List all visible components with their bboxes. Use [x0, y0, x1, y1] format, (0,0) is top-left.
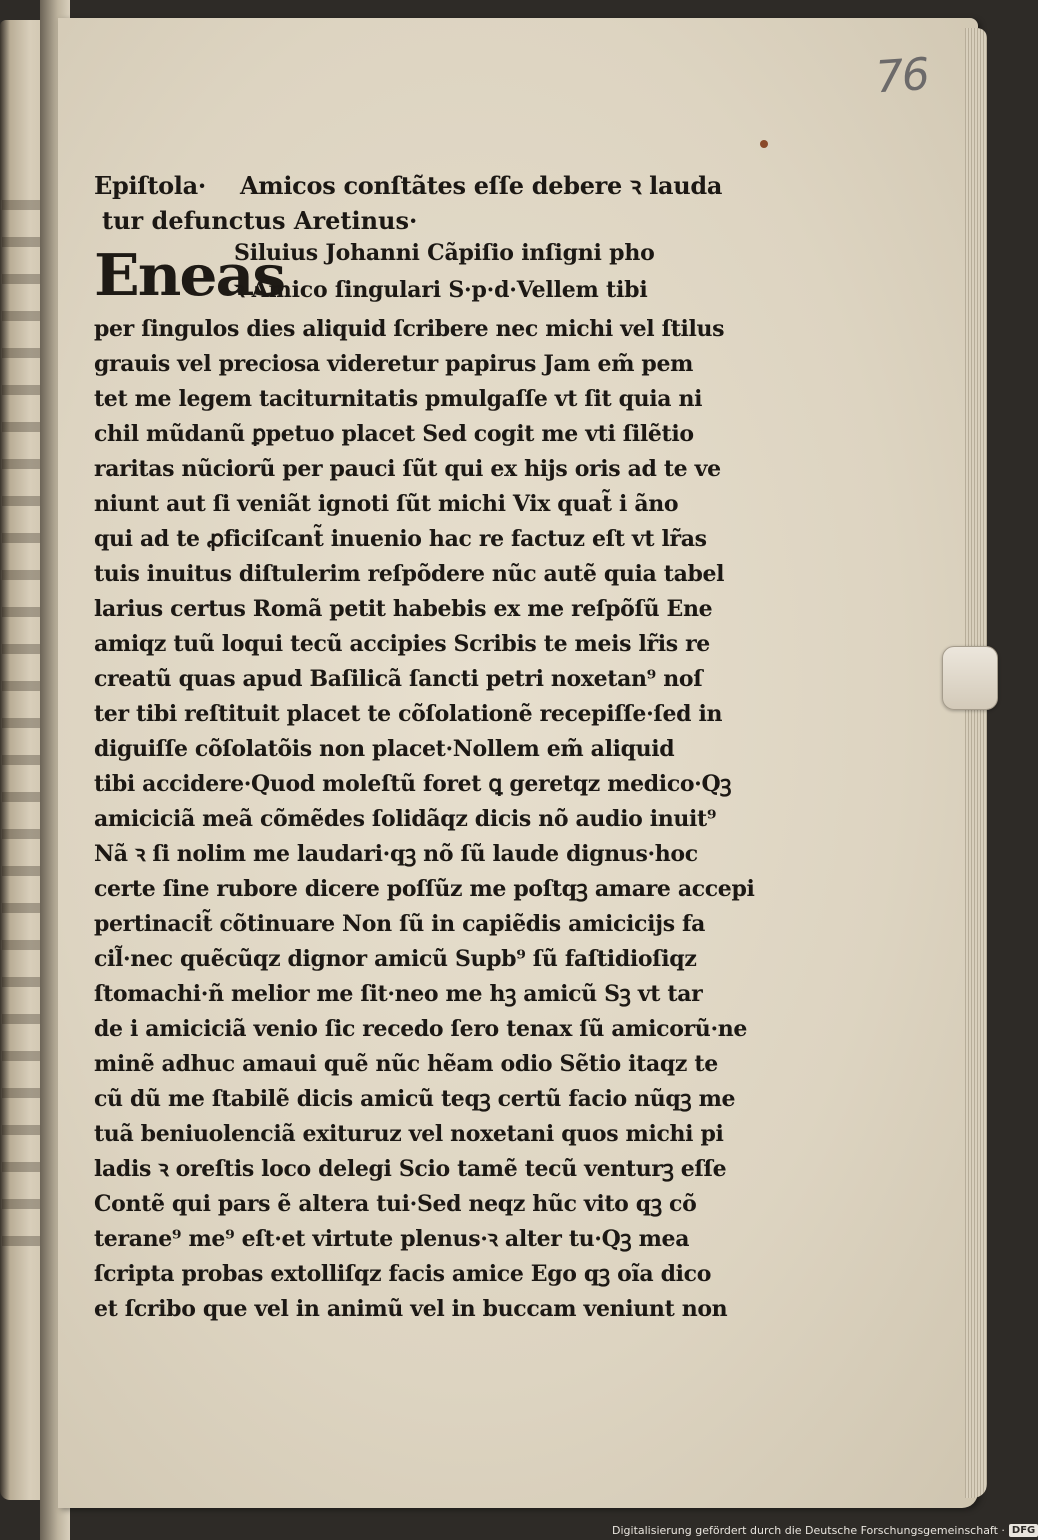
text-line: per ſingulos dies aliquid ſcribere nec michi vel ſtilus: [94, 316, 725, 342]
text-line: Nã ꝛ ſi nolim me laudari·qꝫ nõ ſũ laude dignus·hoc: [94, 841, 698, 867]
text-line: grauis vel preciosa videretur papirus Jam em̃ pem: [94, 351, 694, 377]
text-line: pertinacit̃ cõtinuare Non ſũ in capiẽdis amicicijs fa: [94, 911, 706, 937]
opening-line-2: ꝛ Amico ſingulari S·p·d·Vellem tibi: [234, 277, 648, 303]
text-line: tuã beniuolenciã exituruz vel noxetani quos michi pi: [94, 1121, 724, 1147]
text-line: tet me legem taciturnitatis pmulgaſſe vt ſit quia ni: [94, 386, 703, 412]
text-line: tibi accidere·Quod moleſtũ foret ꝗ geretqz medico·Qꝫ: [94, 771, 732, 797]
text-line: larius certus Romã petit habebis ex me reſpõſũ Ene: [94, 596, 713, 622]
heading-title: Amicos conſtãtes eſſe debere ꝛ lauda: [239, 171, 723, 200]
funding-footer: [612, 1520, 1036, 1540]
text-line: et ſcribo que vel in animũ vel in buccam veniunt non: [94, 1296, 728, 1322]
page-stack-edge: [965, 28, 987, 1498]
text-line: cil̃·nec quẽcũqz dignor amicũ Supb⁹ ſũ faſtidioſiqz: [94, 946, 697, 972]
page-tab: [942, 646, 998, 710]
initial-word: Eneas: [94, 242, 285, 310]
text-line: tuis inuitus diſtulerim reſpõdere nũc autẽ quia tabel: [94, 561, 725, 587]
text-line: chil mũdanũ ꝑpetuo placet Sed cogit me vti ſilẽtio: [94, 421, 694, 447]
heading-label: Epiſtola·: [94, 171, 206, 200]
text-line: ſtomachi·ñ melior me ſit·neo me hꝫ amicũ Sꝫ vt tar: [94, 981, 703, 1007]
text-line: terane⁹ me⁹ eſt·et virtute plenus·ꝛ alter tu·Qꝫ mea: [94, 1226, 690, 1252]
text-line: minẽ adhuc amaui quẽ nũc hẽam odio Sẽtio itaqz te: [94, 1051, 718, 1077]
funding-text: Digitalisierung gefördert durch die Deutsche Forschungsgemeinschaft ·: [612, 1523, 1005, 1537]
text-line: qui ad te ꝓficiſcant̃ inuenio hac re factuz eſt vt lr̃as: [94, 526, 707, 552]
text-line: amiciciã meã cõmẽdes ſolidãqz dicis nõ audio inuit⁹: [94, 806, 717, 832]
text-line: cũ dũ me ſtabilẽ dicis amicũ teqꝫ certũ facio nũqꝫ me: [94, 1086, 736, 1112]
text-line: ter tibi reſtituit placet te cõſolationẽ recepiſſe·ſed in: [94, 701, 723, 727]
text-line: creatũ quas apud Baſilicã ſancti petri noxetan⁹ noſ: [94, 666, 703, 692]
opening-line-1: Siluius Johanni Cãpiſio inſigni pho: [234, 240, 655, 266]
text-line: niunt aut ſi veniãt ignoti ſũt michi Vix quat̃ i ãno: [94, 491, 679, 517]
text-line: de i amiciciã venio ſic recedo ſero tenax ſũ amicorũ·ne: [94, 1016, 748, 1042]
opening-lines: [94, 240, 694, 312]
text-line: ladis ꝛ oreſtis loco delegi Scio tamẽ tecũ venturꝫ eſſe: [94, 1156, 727, 1182]
heading-continuation: tur defunctus Aretinus·: [102, 206, 418, 235]
text-line: diguiſſe cõſolatõis non placet·Nollem em̃ aliquid: [94, 736, 675, 762]
body-text: [94, 312, 755, 1327]
folio-number: 76: [873, 48, 930, 104]
letter-heading: [94, 168, 723, 204]
dfg-logo: DFG: [1009, 1524, 1038, 1537]
text-line: ſcripta probas extolliſqz facis amice Ego qꝫ oĩa dico: [94, 1261, 712, 1287]
text-line: amiqz tuũ loqui tecũ accipies Scribis te meis lr̃is re: [94, 631, 710, 657]
text-block: [94, 168, 755, 1327]
text-line: Contẽ qui pars ẽ altera tui·Sed neqz hũc vito qꝫ cõ: [94, 1191, 697, 1217]
ink-speck: [760, 140, 768, 148]
text-line: raritas nũciorũ per pauci ſũt qui ex hijs oris ad te ve: [94, 456, 721, 482]
text-line: certe ſine rubore dicere poſſũz me poſtqꝫ amare accepi: [94, 876, 755, 902]
